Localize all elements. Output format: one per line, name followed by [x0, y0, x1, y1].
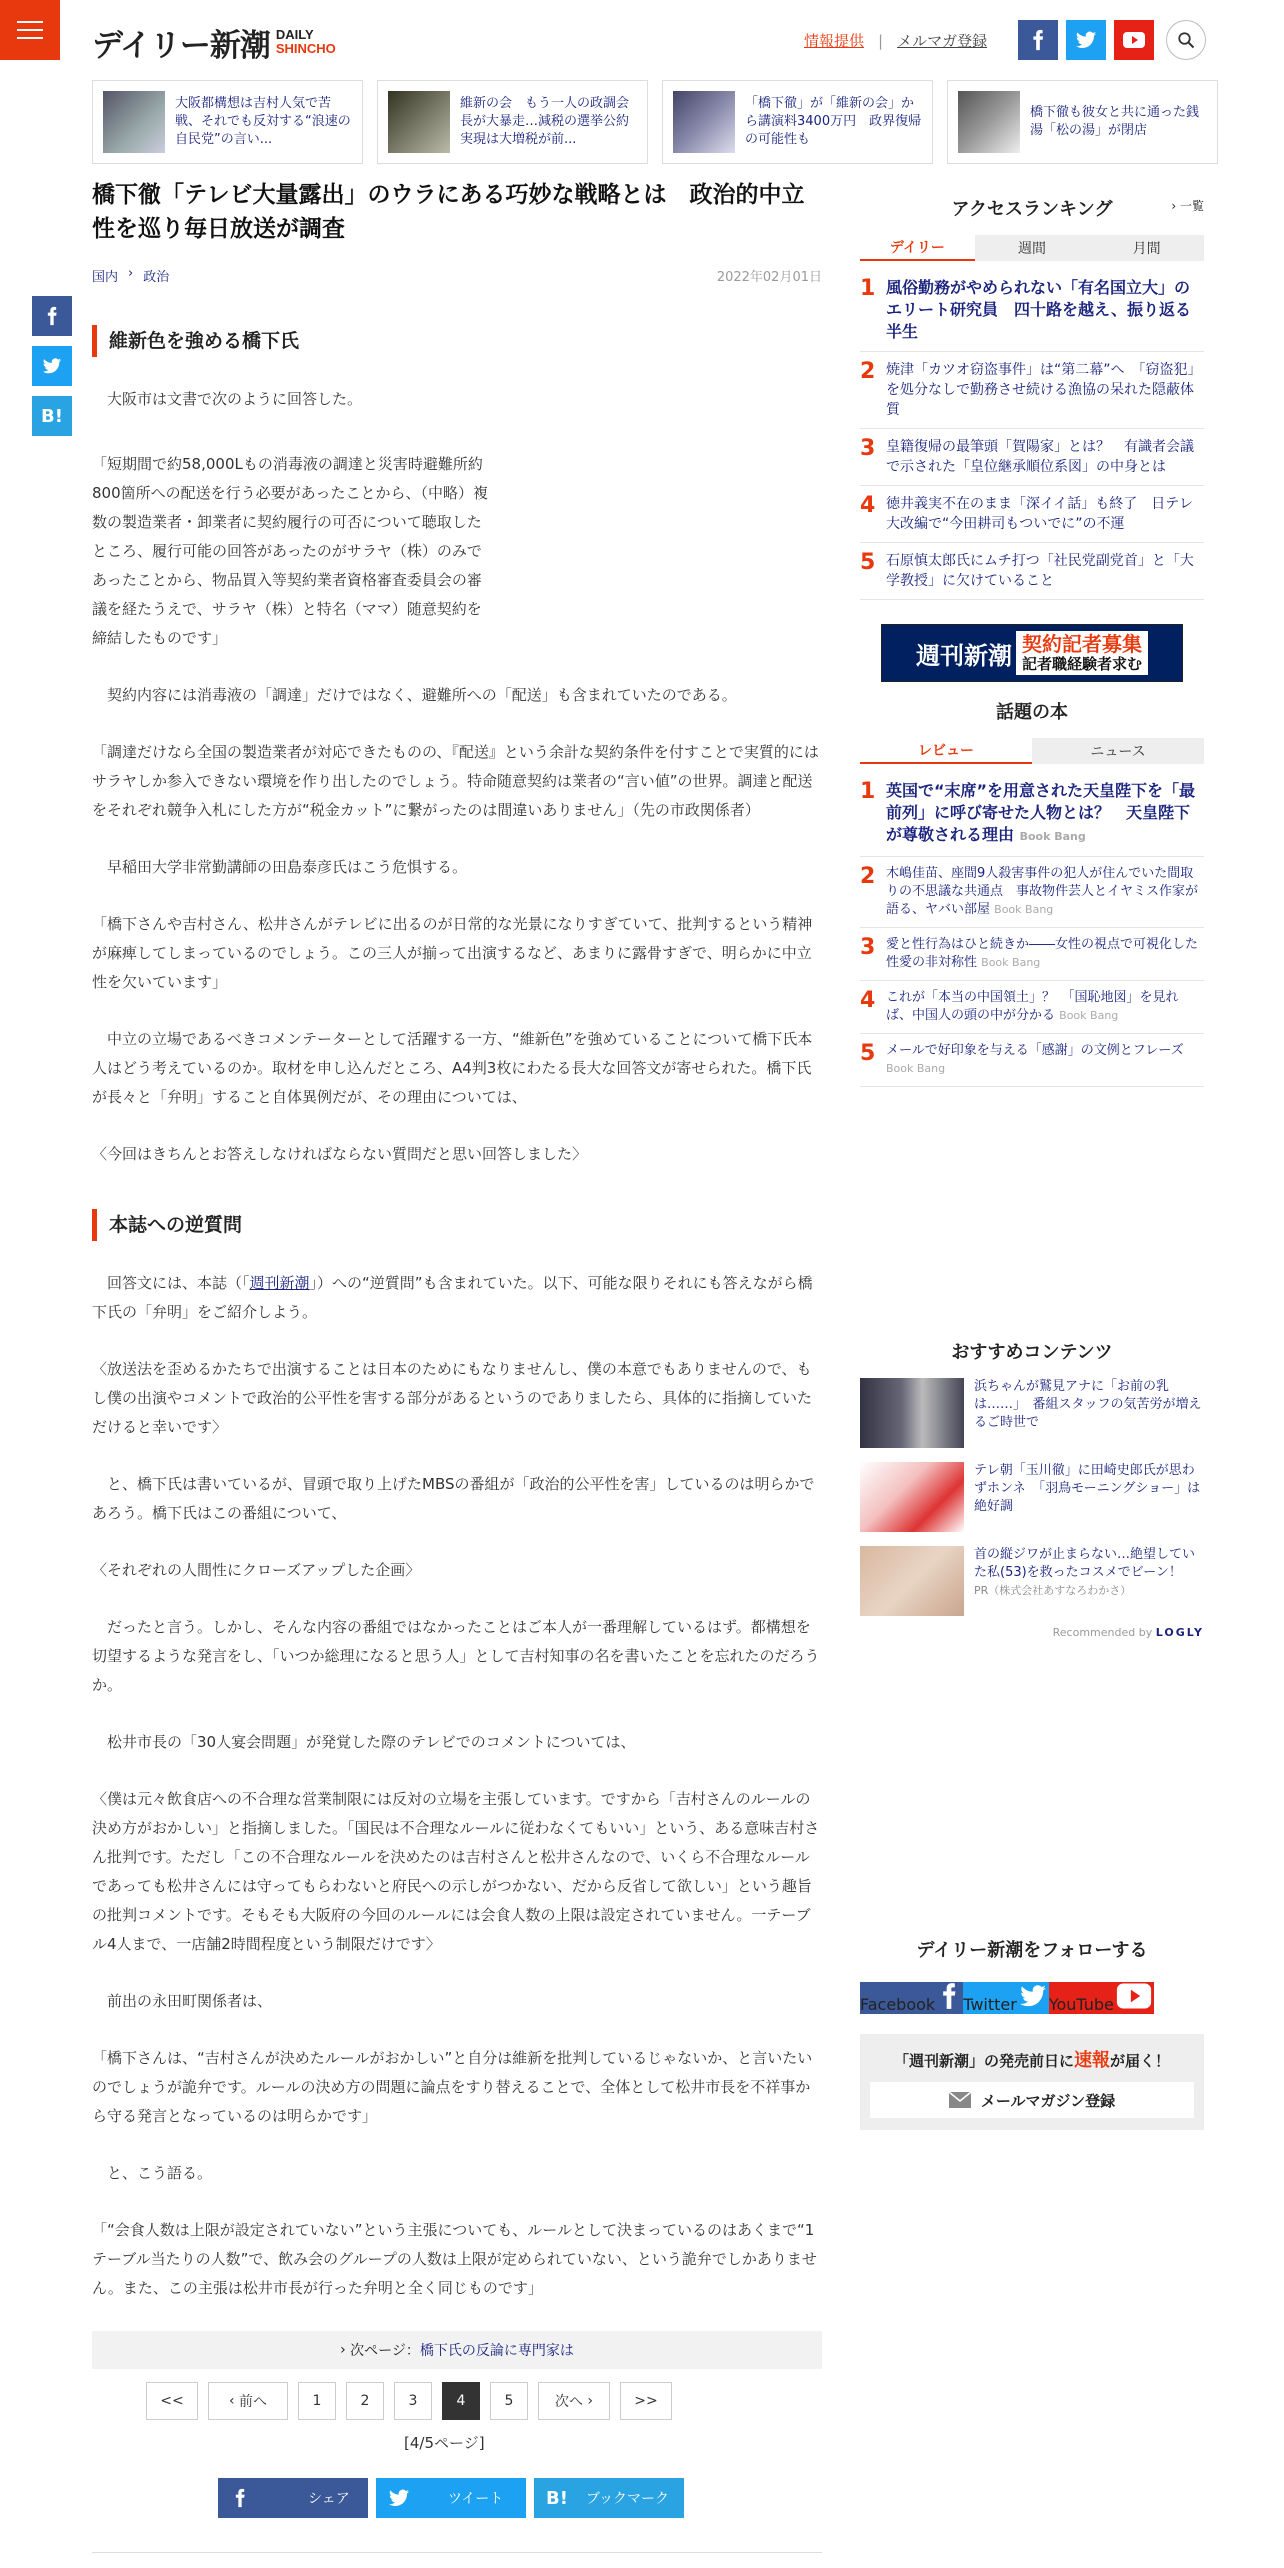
tab-review[interactable]: レビュー [860, 738, 1032, 764]
facebook-icon [230, 2488, 250, 2508]
recommend-thumbnail [860, 1462, 964, 1532]
paragraph: 早稲田大学非常勤講師の田島泰彦氏はこう危惧する。 [107, 858, 468, 876]
twitter-icon[interactable] [1066, 20, 1106, 60]
article [92, 178, 822, 2369]
article-title: 橋下徹「テレビ大量露出」のウラにある巧妙な戦略とは 政治的中立性を巡り毎日放送が調査 [92, 182, 805, 242]
paragraph: 〈放送法を歪めるかたちで出演することは日本のためにもなりませんし、僕の本意でもありませんので、もし僕の出演やコメントで政治的公平性を害する部分があるというのでありましたら、具体的に指摘していただけると幸いです〉 [92, 1360, 813, 1436]
paragraph: 契約内容には消毒液の「調達」だけではなく、避難所への「配送」も含まれていたのである。 [107, 686, 737, 704]
list-item[interactable]: 2 焼津「カツオ窃盗事件」は“第二幕”へ 「窃盗犯」を処分なしで勤務させ続ける漁協の呆れた隠蔽体質 [860, 352, 1204, 429]
facebook-icon [935, 1982, 963, 2010]
recommended-content [860, 1338, 1204, 1639]
newsletter-box [860, 2034, 1204, 2130]
list-item[interactable]: 5 メールで好印象を与える「感謝」の文例とフレーズ Book Bang [860, 1034, 1204, 1087]
pagination [146, 2382, 672, 2420]
list-item[interactable]: 1 英国で“末席”を用意された天皇陛下を「最前列」に呼び寄せた人物とは？ 天皇陛下が尊敬される理由 Book Bang [860, 772, 1204, 857]
pickup-thumbnail [673, 91, 735, 153]
paragraph: 前出の永田町関係者は、 [107, 1992, 273, 2010]
twitter-share-button[interactable]: ツイート [376, 2478, 526, 2518]
list-item[interactable]: 3 皇籍復帰の最筆頭「賀陽家」とは？ 有識者会議で示された「皇位継承順位系図」の中身とは [860, 429, 1204, 486]
first-page-button[interactable]: << [146, 2382, 198, 2420]
info-link[interactable]: 情報提供 [804, 32, 865, 50]
page-5-button[interactable]: 5 [490, 2382, 528, 2420]
paragraph: 松井市長の「30人宴会問題」が発覚した際のテレビでのコメントについては、 [107, 1733, 636, 1751]
ranking-more-link[interactable]: › 一覧 [1171, 199, 1204, 213]
page-2-button[interactable]: 2 [346, 2382, 384, 2420]
share-buttons [218, 2478, 684, 2518]
article-meta [92, 266, 822, 285]
paragraph: 「“会食人数は上限が設定されていない”という主張についても、ルールとして決まっているのはあくまで“1テーブル当たりの人数”で、飲み会のグループの人数は上限が定められていない、という詭弁でしかありません。また、この主張は松井市長が行った弁明と全く同じものです」 [92, 2221, 817, 2297]
breadcrumb-domestic[interactable]: 国内 [92, 270, 119, 285]
pickup-articles [92, 80, 1218, 164]
paragraph: と、橋下氏は書いているが、冒頭で取り上げたMBSの番組が「政治的公平性を害」しているのは明らかであろう。橋下氏はこの番組について、 [92, 1475, 815, 1522]
tab-news[interactable]: ニュース [1032, 738, 1204, 764]
youtube-icon[interactable] [1114, 20, 1154, 60]
pickup-item[interactable]: 「橋下徹」が「維新の会」から講演料3400万円 政界復帰の可能性も [662, 80, 933, 164]
pickup-thumbnail [103, 91, 165, 153]
paragraph: だったと言う。しかし、そんな内容の番組ではなかったことはご本人が一番理解しているはず。都構想を切望するような発言をし、「いつか総理になると思う人」として吉村知事の名を書いたことを忘れたのだろうか。 [92, 1618, 820, 1694]
tab-monthly[interactable]: 月間 [1089, 235, 1204, 261]
page-3-button[interactable]: 3 [394, 2382, 432, 2420]
ranking-list [860, 269, 1204, 600]
newsletter-register-button[interactable]: メールマガジン登録 [870, 2082, 1194, 2118]
list-item[interactable]: 4 これが「本当の中国領土」？ 「国恥地図」を見れば、中国人の頭の中が分かる Book Bang [860, 981, 1204, 1034]
logly-logo: LOGLY [1155, 1626, 1204, 1639]
twitter-icon [388, 2487, 410, 2509]
page-count: [4/5ページ] [404, 2434, 485, 2452]
header-links: 情報提供 | メルマガ登録 [804, 31, 988, 50]
side-share-buttons [32, 296, 72, 436]
next-page-button[interactable]: 次へ › [538, 2382, 610, 2420]
follow-section [860, 1936, 1204, 2130]
ranking-tabs [860, 235, 1204, 261]
hatena-share-button[interactable]: B! ブックマーク [534, 2478, 684, 2518]
page-4-button[interactable]: 4 [442, 2382, 480, 2420]
youtube-icon [1114, 1982, 1154, 2010]
recruit-banner[interactable]: 週刊新潮 契約記者募集 記者職経験者求む [881, 624, 1183, 682]
books-tabs [860, 738, 1204, 764]
facebook-share-icon[interactable] [32, 296, 72, 336]
search-icon[interactable] [1166, 20, 1206, 60]
follow-twitter-button[interactable]: Twitter [963, 1982, 1049, 2014]
list-item[interactable]: 首の縦ジワが止まらない…絶望していた私(53)を救ったコスメでビーン！ PR（株式会社あすなろわかさ） [860, 1546, 1204, 1616]
list-item[interactable]: 5 石原慎太郎氏にムチ打つ「社民党副党首」と「大学教授」に欠けていること [860, 543, 1204, 600]
hatena-bookmark-icon: B! [546, 2487, 568, 2509]
twitter-icon [1017, 1982, 1049, 2010]
books-title: 話題の本 [996, 702, 1068, 723]
mail-icon [949, 2092, 971, 2108]
paragraph: 「橋下さんは、“吉村さんが決めたルールがおかしい”と自分は維新を批判しているじゃないか、と言いたいのでしょうが詭弁です。ルールの決め方の問題に論点をすり替えることで、全体として松井市長を不祥事から守る発言となっているのは明らかです」 [92, 2049, 813, 2125]
newsletter-link[interactable]: メルマガ登録 [897, 32, 988, 50]
ranking-title: アクセスランキング › 一覧 [951, 199, 1204, 220]
recommend-thumbnail [860, 1378, 964, 1448]
chevron-right-icon: › [128, 266, 134, 281]
section-heading: 本誌への逆質問 [92, 1209, 822, 1241]
pickup-thumbnail [388, 91, 450, 153]
pickup-thumbnail [958, 91, 1020, 153]
prev-page-button[interactable]: ‹ 前へ [208, 2382, 288, 2420]
chevron-right-icon: › [340, 2342, 351, 2358]
newsletter-text: 「週刊新潮」の発売前日に速報が届く！ [893, 2050, 1171, 2071]
paragraph: 回答文には、本誌（「週刊新潮」）への“逆質問”も含まれていた。以下、可能な限りそれにも答えながら橋下氏の「弁明」をご紹介しよう。 [92, 1274, 813, 1321]
list-item[interactable]: 2 木嶋佳苗、座間9人殺害事件の犯人が住んでいた間取りの不思議な共通点 事故物件芸人とイヤミス作家が語る、ヤバい部屋 Book Bang [860, 857, 1204, 928]
paragraph: と、こう語る。 [107, 2164, 213, 2182]
follow-buttons [860, 1982, 1204, 2014]
paragraph: 「短期間で約58,000Lもの消毒液の調達と災害時避難所約800箇所への配送を行う必要があったことから、（中略）複数の製造業者・卸業者に契約履行の可否について聴取したところ、履行可能の回答があったのがサラヤ（株）のみであったことから、物品買入等契約業者資格審査委員会の審議を経たうえで、サラヤ（株）と特名（ママ）随意契約を締結したものです」 [92, 455, 488, 647]
follow-facebook-button[interactable]: Facebook [860, 1982, 963, 2014]
hatena-bookmark-icon[interactable]: B! [32, 396, 72, 436]
publish-date: 2022年02月01日 [716, 270, 822, 285]
list-item[interactable]: 1 風俗勤務がやめられない「有名国立大」のエリート研究員 四十路を越え、振り返る半生 [860, 269, 1204, 352]
follow-youtube-button[interactable]: YouTube [1049, 1982, 1154, 2014]
recommended-by: Recommended by LOGLY [1052, 1626, 1204, 1639]
divider [92, 2552, 822, 2553]
paragraph: 「橋下さんや吉村さん、松井さんがテレビに出るのが日常的な光景になりすぎていて、批判するという精神が麻痺してしまっているのでしょう。この三人が揃って出演するなど、あまりに露骨すぎで、明らかに中立性を欠いています」 [92, 915, 813, 991]
list-item[interactable]: 浜ちゃんが鷲見アナに「お前の乳は……」 番組スタッフの気苦労が増えるご時世で [860, 1378, 1204, 1448]
tab-weekly[interactable]: 週間 [975, 235, 1090, 261]
menu-button[interactable] [0, 0, 60, 60]
facebook-icon[interactable] [1018, 20, 1058, 60]
paragraph: 「調達だけなら全国の製造業者が対応できたものの、『配送』という余計な契約条件を付すことで実質的にはサラヤしか参入できない環境を作り出したのでしょう。特命随意契約は業者の“言い値”の世界。調達と配送をそれぞれ競争入札にした方が“税金カット”に繋がったのは間違いありません」（先の市政関係者） [92, 743, 819, 819]
paragraph: 〈それぞれの人間性にクローズアップした企画〉 [92, 1561, 421, 1579]
page-1-button[interactable]: 1 [298, 2382, 336, 2420]
shukan-shincho-link[interactable]: 週刊新潮 [249, 1274, 310, 1292]
pickup-item[interactable]: 橋下徹も彼女と共に通った銭湯「松の湯」が閉店 [947, 80, 1218, 164]
follow-title: デイリー新潮をフォローする [916, 1940, 1148, 1961]
books-list [860, 772, 1204, 1087]
pickup-item[interactable]: 維新の会 もう一人の政調会長が大暴走…減税の選挙公約実現は大増税が前... [377, 80, 648, 164]
breadcrumb-politics[interactable]: 政治 [143, 270, 170, 285]
paragraph: 大阪市は文書で次のように回答した。 [107, 390, 363, 408]
breadcrumb [92, 266, 169, 285]
last-page-button[interactable]: >> [620, 2382, 672, 2420]
paragraph: 中立の立場であるべきコメンテーターとして活躍する一方、“維新色”を強めていることについて橋下氏本人はどう考えているのか。取材を申し込んだところ、A4判3枚にわたる長大な回答文が寄せられた。橋下氏が長々と「弁明」すること自体異例だが、その理由については、 [92, 1030, 813, 1106]
list-item[interactable]: 3 愛と性行為はひと続きか――女性の視点で可視化した性愛の非対称性 Book Bang [860, 928, 1204, 981]
access-ranking [860, 195, 1204, 1087]
paragraph: 〈今回はきちんとお答えしなければならない質問だと思い回答しました〉 [92, 1145, 588, 1163]
tab-daily[interactable]: デイリー [860, 235, 975, 261]
twitter-share-icon[interactable] [32, 346, 72, 386]
recommend-thumbnail [860, 1546, 964, 1616]
site-logo[interactable] [92, 24, 336, 64]
paragraph: 〈僕は元々飲食店への不合理な営業制限には反対の立場を主張しています。ですから「吉村さんのルールの決め方がおかしい」と指摘しました。「国民は不合理なルールに従わなくてもいい」という、ある意味吉村さん批判です。ただし「この不合理なルールを決めたのは吉村さんと松井さんなので、いくら不合理なルールであっても松井さんには守ってもらわないと府民への示しがつかない、だから反省して欲しい」という趣旨の批判コメントです。そもそも大阪府の今回のルールには会食人数の上限は設定されていません。一テーブル4人まで、一店舗2時間程度という制限だけです〉 [92, 1790, 820, 1953]
logo-text: デイリー新潮 [92, 27, 270, 64]
section-heading: 維新色を強める橋下氏 [92, 325, 822, 357]
facebook-share-button[interactable]: シェア [218, 2478, 368, 2518]
list-item[interactable]: テレ朝「玉川徹」に田崎史郎氏が思わずホンネ 「羽鳥モーニングショー」は絶好調 [860, 1462, 1204, 1532]
recommend-title: おすすめコンテンツ [951, 1342, 1113, 1363]
next-page-link[interactable]: › 次ページ： 橋下氏の反論に専門家は [92, 2331, 822, 2369]
list-item[interactable]: 4 徳井義実不在のまま「深イイ話」も終了 日テレ大改編で“今田耕司もついでに”の不運 [860, 486, 1204, 543]
pickup-item[interactable]: 大阪都構想は吉村人気で苦戦、それでも反対する“浪速の自民党”の言い... [92, 80, 363, 164]
logo-en: DAILY SHINCHO [275, 27, 336, 56]
